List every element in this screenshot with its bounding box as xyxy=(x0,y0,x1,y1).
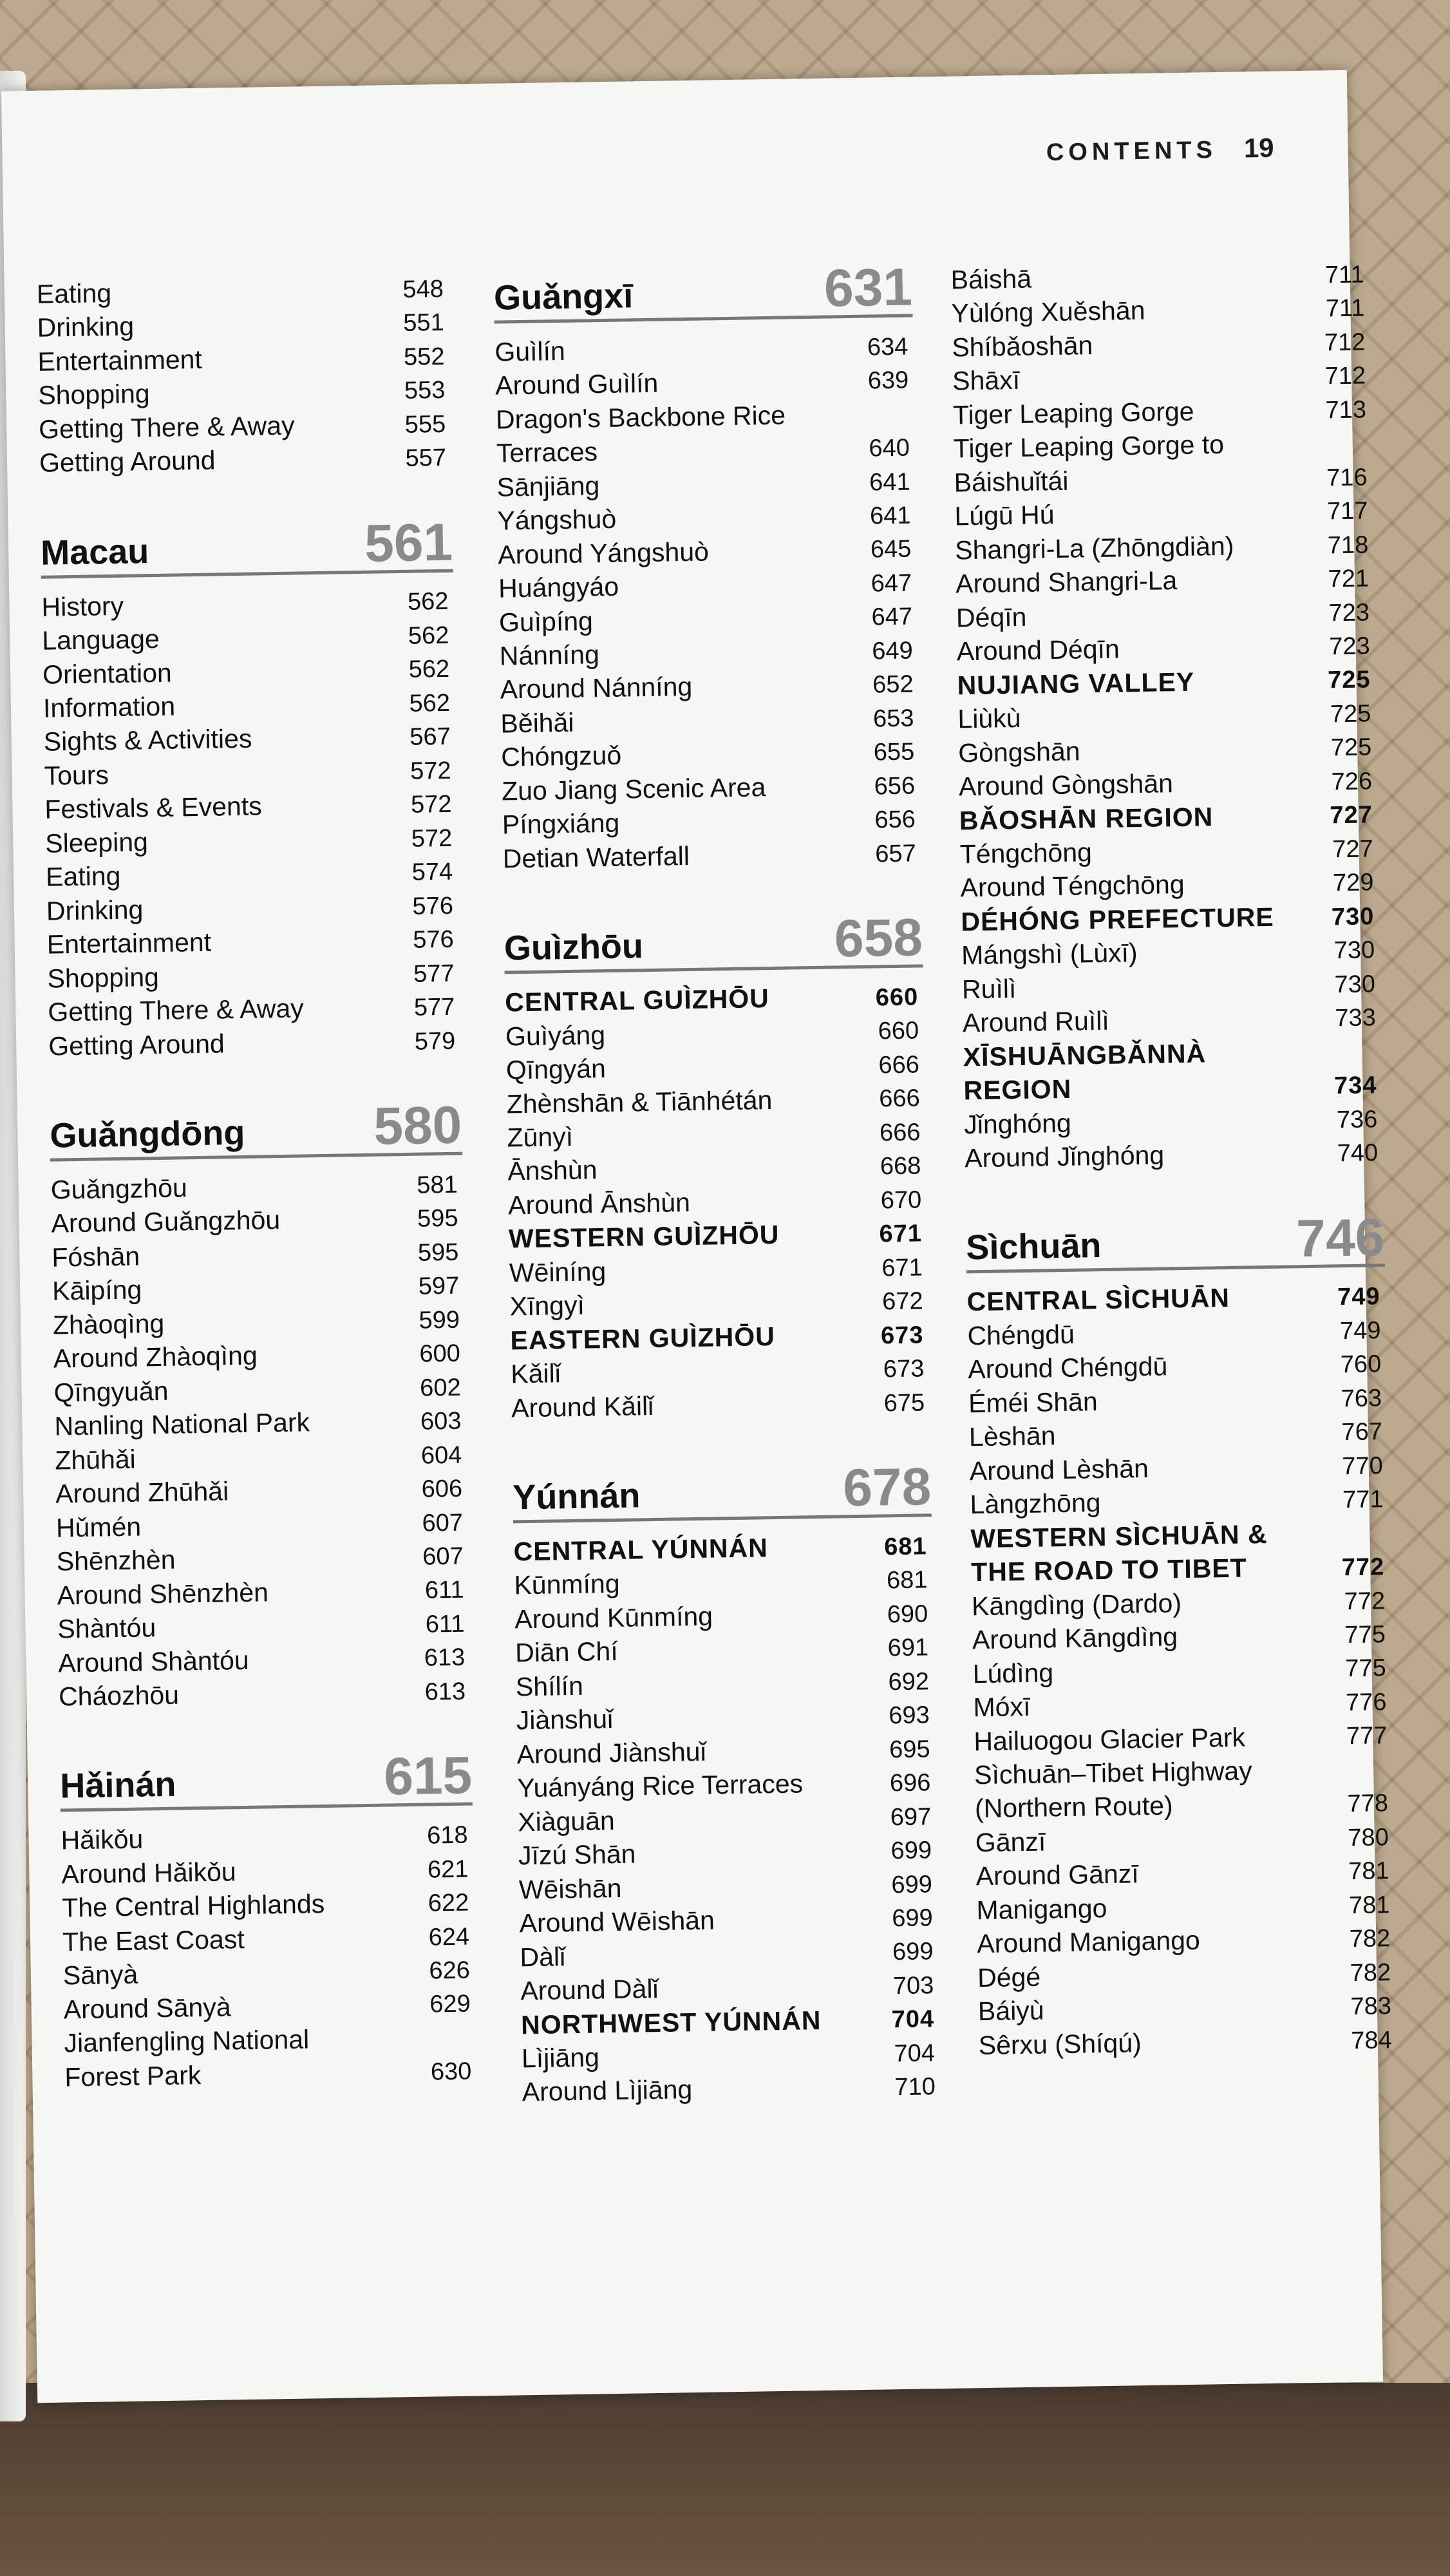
toc-subheading: CENTRAL GUÌZHŌU 660 xyxy=(504,983,919,1018)
toc-entry: Drinking 576 xyxy=(46,892,454,926)
toc-entry: Huángyáo 647 xyxy=(498,569,912,603)
toc-entry: Kāipíng 597 xyxy=(52,1272,460,1306)
macau-list xyxy=(41,583,460,1063)
toc-entry: Around Chéngdū 760 xyxy=(967,1350,1382,1385)
toc-entry: Around Jǐnghóng 740 xyxy=(964,1139,1379,1173)
toc-subheading: BǍOSHĀN REGION 727 xyxy=(959,801,1373,835)
toc-entry: Shangri-La (Zhōngdiàn) 718 xyxy=(954,531,1369,565)
toc-entry: Around Ānshùn 670 xyxy=(507,1186,922,1220)
toc-entry: Sānyà 626 xyxy=(62,1956,471,1991)
book-page xyxy=(1,70,1393,2403)
toc-entry: Around Guìlín 639 xyxy=(494,366,909,401)
guizhou-list xyxy=(505,979,930,1425)
toc-entry: Zuo Jiang Scenic Area 656 xyxy=(501,772,916,806)
toc-entry: Téngchōng 727 xyxy=(959,835,1374,869)
toc-entry: Getting Around 579 xyxy=(48,1027,456,1061)
toc-entry: Shíbǎoshān 712 xyxy=(952,328,1366,363)
toc-entry: Chéngdū 749 xyxy=(967,1316,1381,1351)
toc-subheading: DÉHÓNG PREFECTURE 730 xyxy=(961,902,1375,937)
chapter-heading-hainan: Hǎinán 615 xyxy=(60,1752,473,1812)
toc-entry: Qīngyuǎn 602 xyxy=(53,1374,461,1408)
toc-entry: Around Hǎikǒu 621 xyxy=(61,1855,469,1889)
toc-subheading: NORTHWEST YÚNNÁN 704 xyxy=(520,2005,935,2040)
toc-entry: Shàntóu 611 xyxy=(57,1610,465,1644)
toc-entry: Gānzī 780 xyxy=(975,1823,1389,1858)
toc-entry: Language 562 xyxy=(41,621,449,656)
chapter-heading-macau: Macau 561 xyxy=(41,519,453,579)
toc-entry: Lìjiāng 704 xyxy=(521,2040,936,2074)
toc-entry: Zūnyì 666 xyxy=(507,1119,921,1153)
toc-entry: Píngxiáng 656 xyxy=(502,806,916,840)
toc-entry: Fóshān 595 xyxy=(52,1238,459,1273)
toc-entry: Tiger Leaping Gorge to Báishuǐtái 716 xyxy=(953,430,1368,498)
toc-entry: Entertainment 576 xyxy=(46,925,455,960)
toc-entry: Cháozhōu 613 xyxy=(58,1678,466,1712)
toc-entry: Around Zhūhǎi 606 xyxy=(55,1475,463,1509)
toc-entry: Guìyáng 660 xyxy=(505,1017,919,1052)
toc-entry: Làngzhōng 771 xyxy=(970,1486,1384,1520)
toc-entry: Xīngyì 672 xyxy=(509,1287,923,1321)
toc-entry: Dàlǐ 699 xyxy=(520,1938,934,1972)
toc-entry: Around Lìjiāng 710 xyxy=(522,2073,936,2107)
toc-entry: Diān Chí 691 xyxy=(514,1634,929,1668)
toc-entry: Ānshùn 668 xyxy=(507,1152,921,1186)
toc-entry: Eating 548 xyxy=(36,275,444,309)
toc-entry: Around Kāngdìng 775 xyxy=(972,1621,1386,1655)
toc-entry: Jiànshuǐ 693 xyxy=(516,1701,930,1736)
table-surface xyxy=(0,2383,1450,2576)
toc-entry: Hailuogou Glacier Park 777 xyxy=(974,1722,1388,1756)
toc-entry: Around Lèshān 770 xyxy=(969,1452,1384,1486)
toc-entry: Jǐnghóng 736 xyxy=(963,1105,1378,1140)
continued-list xyxy=(36,271,451,480)
toc-entry: Nánníng 649 xyxy=(499,637,914,671)
toc-entry: Báishā 711 xyxy=(950,261,1364,295)
toc-entry: Around Shàntóu 613 xyxy=(57,1643,466,1678)
toc-entry: The Central Highlands 622 xyxy=(61,1889,469,1923)
toc-entry: Around Wēishān 699 xyxy=(519,1904,933,1938)
toc-entry: Around Guǎngzhōu 595 xyxy=(51,1204,458,1239)
toc-entry: Sìchuān–Tibet Highway (Northern Route) 778 xyxy=(974,1756,1389,1824)
toc-entry: Sights & Activities 567 xyxy=(43,723,451,757)
toc-subheading: CENTRAL YÚNNÁN 681 xyxy=(513,1533,927,1567)
toc-entry: Wēishān 699 xyxy=(518,1870,933,1905)
toc-column-3 xyxy=(950,256,1397,2062)
toc-entry: Festivals & Events 572 xyxy=(44,791,452,825)
toc-entry: Zhènshān & Tiānhétán 666 xyxy=(506,1084,921,1119)
toc-entry: Information 562 xyxy=(42,689,451,723)
toc-entry: Lèshān 767 xyxy=(968,1418,1383,1452)
toc-entry: Detian Waterfall 657 xyxy=(502,840,917,874)
toc-entry: Orientation 562 xyxy=(42,656,450,690)
toc-entry: Jīzú Shān 699 xyxy=(518,1837,932,1871)
toc-entry: Déqīn 723 xyxy=(956,598,1370,633)
hainan-list xyxy=(61,1817,477,2094)
toc-subheading: WESTERN SÌCHUĀN & THE ROAD TO TIBET 772 xyxy=(970,1519,1385,1587)
toc-entry: Kāngdìng (Dardo) 772 xyxy=(971,1587,1386,1621)
toc-entry: Sleeping 572 xyxy=(44,824,453,858)
toc-subheading: CENTRAL SÌCHUĀN 749 xyxy=(966,1283,1380,1317)
chapter-heading-guangdong: Guǎngdōng 580 xyxy=(50,1102,462,1162)
toc-entry: Around Jiànshuǐ 695 xyxy=(516,1735,930,1770)
toc-entry: Around Déqīn 723 xyxy=(956,632,1371,667)
toc-entry: Entertainment 552 xyxy=(37,343,445,377)
toc-entry: Gòngshān 725 xyxy=(957,734,1372,768)
toc-entry: Tiger Leaping Gorge 713 xyxy=(952,396,1367,430)
toc-entry: Around Manigango 782 xyxy=(976,1925,1391,1959)
toc-entry: Hǎikǒu 618 xyxy=(61,1821,468,1855)
toc-entry: Around Yángshuò 645 xyxy=(497,535,912,570)
toc-entry: Shāxī 712 xyxy=(952,362,1366,396)
toc-entry: Mángshì (Lùxī) 730 xyxy=(961,936,1375,971)
toc-entry: Jianfengling National Forest Park 630 xyxy=(64,2024,472,2092)
toc-entry: Lúdìng 775 xyxy=(972,1654,1386,1689)
toc-entry: Nanling National Park 603 xyxy=(54,1407,462,1441)
toc-entry: Kǎilǐ 673 xyxy=(510,1355,925,1389)
toc-entry: Around Zhàoqìng 600 xyxy=(53,1340,461,1374)
toc-entry: Around Sānyà 629 xyxy=(63,1991,471,2025)
yunnan-list xyxy=(513,1528,941,2109)
page-number: 19 xyxy=(1243,132,1274,164)
toc-entry: Manigango 781 xyxy=(976,1891,1390,1926)
toc-entry: Ruìlì 730 xyxy=(961,970,1376,1005)
toc-entry: Kūnmíng 681 xyxy=(514,1566,928,1600)
toc-entry: Guìpíng 647 xyxy=(498,603,913,638)
toc-entry: Shēnzhèn 607 xyxy=(56,1542,464,1577)
toc-entry: Guìlín 634 xyxy=(494,333,909,367)
contents-label: CONTENTS xyxy=(1046,136,1218,167)
toc-entry: Yángshuò 641 xyxy=(497,502,911,536)
toc-entry: Around Ruìlì 733 xyxy=(962,1004,1377,1038)
toc-subheading: WESTERN GUÌZHŌU 671 xyxy=(508,1220,923,1254)
toc-subheading: NUJIANG VALLEY 725 xyxy=(957,666,1371,701)
toc-entry: Tours 572 xyxy=(44,757,451,791)
toc-entry: Dragon's Backbone Rice Terraces 640 xyxy=(495,400,910,468)
toc-entry: Zhàoqìng 599 xyxy=(52,1306,460,1340)
toc-entry: Báiyù 783 xyxy=(977,1993,1392,2027)
toc-entry: Drinking 551 xyxy=(37,309,444,343)
toc-entry: Liùkù 725 xyxy=(957,700,1371,734)
toc-entry: Yùlóng Xuěshān 711 xyxy=(951,294,1365,328)
toc-entry: Lúgū Hú 717 xyxy=(954,497,1368,531)
toc-entry: Éméi Shān 763 xyxy=(968,1384,1382,1419)
chapter-heading-guangxi: Guǎngxī 631 xyxy=(493,263,912,323)
guangxi-list xyxy=(494,328,921,876)
toc-entry: Zhūhǎi 604 xyxy=(54,1441,462,1475)
toc-entry: Around Gòngshān 726 xyxy=(958,768,1373,802)
toc-entry: Getting There & Away 577 xyxy=(48,993,455,1027)
toc-entry: Around Dàlǐ 703 xyxy=(520,1972,934,2006)
toc-entry: Around Téngchōng 729 xyxy=(960,869,1374,903)
toc-entry: History 562 xyxy=(41,588,449,622)
toc-column-2 xyxy=(493,258,941,2109)
toc-column-1 xyxy=(36,271,476,2094)
toc-entry: The East Coast 624 xyxy=(62,1923,470,1957)
toc-entry: Around Gānzī 781 xyxy=(975,1857,1389,1891)
toc-entry: Getting Around 557 xyxy=(39,444,447,478)
toc-entry: Eating 574 xyxy=(45,858,453,893)
toc-entry: Dégé 782 xyxy=(977,1958,1391,1993)
toc-entry: Móxī 776 xyxy=(973,1689,1387,1723)
chapter-heading-yunnan: Yúnnán 678 xyxy=(513,1463,932,1523)
toc-entry: Shopping 553 xyxy=(38,377,446,411)
toc-entry: Around Kǎilǐ 675 xyxy=(511,1388,925,1423)
yunnan-continued-list xyxy=(950,256,1383,1175)
guangdong-list xyxy=(50,1167,471,1714)
toc-entry: Sêrxu (Shíqú) 784 xyxy=(978,2026,1393,2060)
toc-entry: Sānjiāng 641 xyxy=(496,468,910,502)
sichuan-list xyxy=(966,1279,1397,2063)
chapter-heading-guizhou: Guìzhōu 658 xyxy=(504,914,923,974)
toc-entry: Qīngyán 666 xyxy=(505,1051,920,1085)
toc-entry: Around Nánníng 652 xyxy=(500,670,914,705)
toc-entry: Xiàguān 697 xyxy=(517,1803,932,1837)
toc-entry: Běihǎi 653 xyxy=(500,705,914,739)
toc-entry: Around Shēnzhèn 611 xyxy=(57,1577,464,1611)
chapter-heading-sichuan: Sìchuān 746 xyxy=(966,1214,1385,1274)
toc-entry: Around Kūnmíng 690 xyxy=(514,1600,928,1634)
toc-subheading: EASTERN GUÌZHŌU 673 xyxy=(510,1321,924,1356)
toc-entry: Getting There & Away 555 xyxy=(38,410,446,444)
page-header xyxy=(1046,133,1274,167)
toc-entry: Shílín 692 xyxy=(515,1668,930,1702)
toc-entry: Wēiníng 671 xyxy=(509,1254,923,1288)
toc-subheading: XĪSHUĀNGBǍNNÀ REGION 734 xyxy=(963,1038,1377,1106)
toc-entry: Hǔmén 607 xyxy=(55,1509,464,1543)
toc-entry: Guǎngzhōu 581 xyxy=(50,1171,458,1205)
toc-entry: Chóngzuǒ 655 xyxy=(500,738,915,772)
toc-entry: Yuányáng Rice Terraces 696 xyxy=(517,1768,931,1803)
toc-entry: Shopping 577 xyxy=(47,960,455,994)
toc-entry: Around Shangri-La 721 xyxy=(955,565,1370,599)
